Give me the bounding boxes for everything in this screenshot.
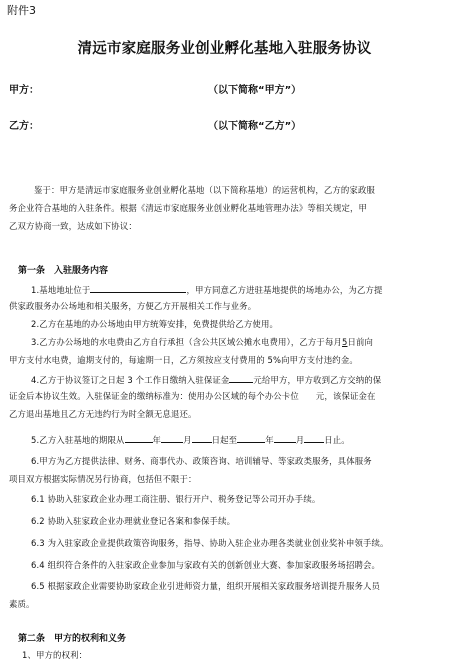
- party-a-label: 甲方：: [9, 85, 39, 96]
- year-label: 年: [265, 435, 274, 445]
- clause-3-text-a: 3.乙方办公场地的水电费由乙方自行承担（含公共区域公摊水电费用），乙方于每月: [31, 337, 342, 347]
- clause-4-text-b: 元给甲方，甲方收到乙方交纳的保: [253, 375, 382, 385]
- end-month-blank[interactable]: [274, 434, 296, 443]
- intro-line-3: 乙双方协商一致，达成如下协议：: [9, 221, 137, 231]
- intro-line-2: 务企业符合基地的入驻条件。根据《清远市家庭服务业创业孵化基地管理办法》等相关规定，甲: [9, 203, 368, 213]
- payment-day: 5: [342, 337, 348, 347]
- clause-5: [31, 434, 350, 444]
- clause-4-line-2: 证金后本协议生效。入驻保证金的缴纳标准为：使用办公区域的每个办公卡位 元，该保证金在: [9, 391, 376, 401]
- article-2-sub-1: 1、甲方的权利：: [22, 650, 88, 660]
- start-day-blank[interactable]: [192, 434, 212, 443]
- clause-1-line-1: [31, 284, 383, 294]
- clause-6-3: 6.3 为入驻家政企业提供政策咨询服务，指导、协助入驻企业办理各类就业创业奖补申领手续。: [31, 538, 389, 548]
- clause-6-line-1: 6.甲方为乙方提供法律、财务、商事代办、政策咨询、培训辅导、等家政类服务，具体服务: [31, 456, 372, 466]
- clause-6-2: 6.2 协助入驻家政企业办理就业登记各案和参保手续。: [31, 516, 236, 526]
- clause-6-5-line-2: 素质。: [9, 599, 35, 609]
- clause-3-line-2: 甲方支付水电费，逾期支付的，每逾期一日，乙方须按应支付费用的 5%向甲方支付违约金。: [9, 355, 358, 365]
- clause-3-text-b: 日前向: [347, 337, 374, 347]
- end-day-blank[interactable]: [304, 434, 324, 443]
- attachment-label: 附件3: [7, 4, 36, 17]
- start-month-blank[interactable]: [161, 434, 183, 443]
- start-year-blank[interactable]: [125, 434, 153, 443]
- until-label: 日起至: [211, 435, 238, 445]
- end-label: 日止。: [324, 435, 350, 445]
- clause-4-line-3: 乙方退出基地且乙方无违约行为时全额无息退还。: [9, 409, 197, 419]
- clause-4-line-1: [31, 374, 381, 384]
- end-year-blank[interactable]: [237, 434, 265, 443]
- party-b-label: 乙方：: [9, 121, 39, 132]
- month-label: 月: [183, 435, 192, 445]
- party-b-abbrev: （以下简称“乙方”）: [208, 121, 302, 132]
- intro-line-1: 鉴于：甲方是清远市家庭服务业创业孵化基地（以下简称基地）的运营机构，乙方的家政服: [34, 185, 375, 195]
- clause-1-line-2: 供家政服务办公场地和相关服务，方便乙方开展相关工作与业务。: [9, 301, 257, 311]
- document-title: 清远市家庭服务业创业孵化基地入驻服务协议: [77, 40, 372, 57]
- clause-6-1: 6.1 协助入驻家政企业办理工商注册、银行开户、税务登记等公司开办手续。: [31, 494, 321, 504]
- clause-4-text-a: 4.乙方于协议签订之日起 3 个工作日缴纳入驻保证金: [31, 375, 230, 385]
- clause-6-4: 6.4 组织符合条件的入驻家政企业参加与家政有关的创新创业大赛、参加家政服务场招聘会。: [31, 560, 381, 570]
- clause-1-text-b: ，甲方同意乙方进驻基地提供的场地办公，为乙方提: [186, 285, 383, 295]
- clause-3-line-1: [31, 338, 373, 346]
- article-2-heading: 第二条 甲方的权利和义务: [18, 634, 127, 644]
- year-label: 年: [152, 435, 162, 445]
- clause-6-5-line-1: 6.5 根据家政企业需要协助家政企业引进师资力量，组织开展相关家政服务培训提升服务人员: [31, 581, 381, 591]
- clause-6-line-2: 项目双方根据实际情况另行协商，包括但不限于：: [9, 474, 197, 484]
- address-blank[interactable]: [90, 284, 186, 293]
- clause-5-text-a: 5.乙方入驻基地的期限从: [31, 435, 125, 445]
- clause-2: 2.乙方在基地的办公场地由甲方统筹安排，免费提供给乙方使用。: [31, 319, 278, 329]
- month-label: 月: [295, 435, 305, 445]
- article-1-heading: 第一条 入驻服务内容: [18, 266, 109, 276]
- party-a-abbrev: （以下简称“甲方”）: [208, 85, 302, 96]
- deposit-amount-blank[interactable]: [229, 374, 253, 383]
- clause-1-text-a: 1.基地地址位于: [31, 285, 91, 295]
